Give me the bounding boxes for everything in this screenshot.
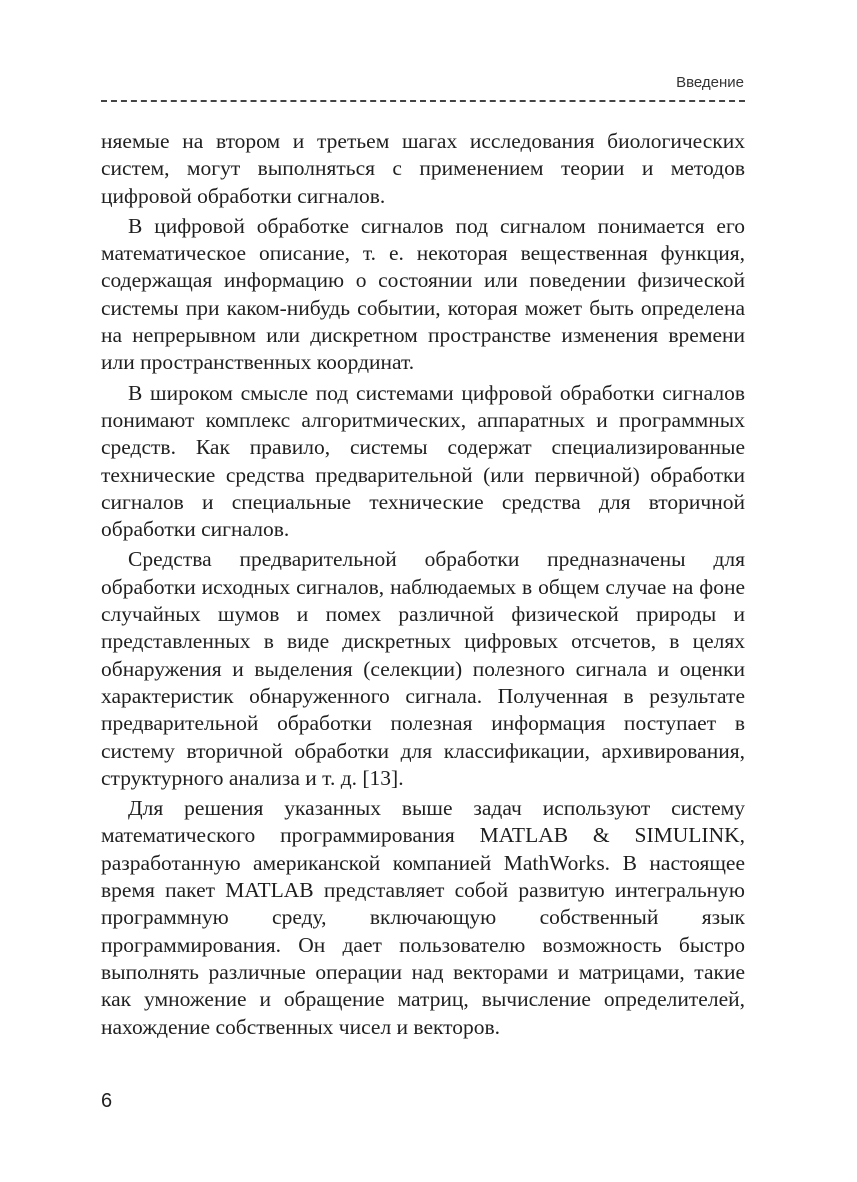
header-dashed-rule <box>101 100 745 102</box>
paragraph-4: Средства предварительной обработки предназначены для обработки исходных сигналов, наблюдаемых в общем случае на фоне случайных шумов и помех различной физической природы и представленных в виде дискретных цифровых отсчетов, в целях обнаружения и выделения (селекции) полезного сигнала и оценки характеристик обнаруженного сигнала. Полученная в результате предварительной обработки полезная информация поступает в систему вторичной обработки для классификации, архивирования, структурного анализа и т. д. [13]. <box>101 547 745 790</box>
paragraph-2: В цифровой обработке сигналов под сигналом понимается его математическое описание, т. е. некоторая вещественная функция, содержащая информацию о состоянии или поведении физической системы при каком-нибудь событии, которая может быть определена на непрерывном или дискретном пространстве изменения времени или пространственных координат. <box>101 213 745 375</box>
paragraph-3: В широком смысле под системами цифровой обработки сигналов понимают комплекс алгоритмических, аппаратных и программных средств. Как правило, системы содержат специализированные технические средства предварительной (или первичной) обработки сигналов и специальные технические средства для вторичной обработки сигналов. <box>101 380 745 542</box>
page-number: 6 <box>101 1090 113 1112</box>
paragraph-5: Для решения указанных выше задач используют систему математического программирования MATLAB & SIMULINK, разработанную американской компанией MathWorks. В настоящее время пакет MATLAB представляет собой развитую интегральную программную среду, включающую собственный язык программирования. Он дает пользователю возможность быстро выполнять различные операции над векторами и матрицами, такие как умножение и обращение матриц, вычисление определителей, нахождение собственных чисел и векторов. <box>101 796 745 1039</box>
running-head: Введение <box>676 74 744 91</box>
paragraph-1: няемые на втором и третьем шагах исследования биологических систем, могут выполняться с применением теории и методов цифровой обработки сигналов. <box>101 129 745 208</box>
page-body <box>101 128 745 1044</box>
